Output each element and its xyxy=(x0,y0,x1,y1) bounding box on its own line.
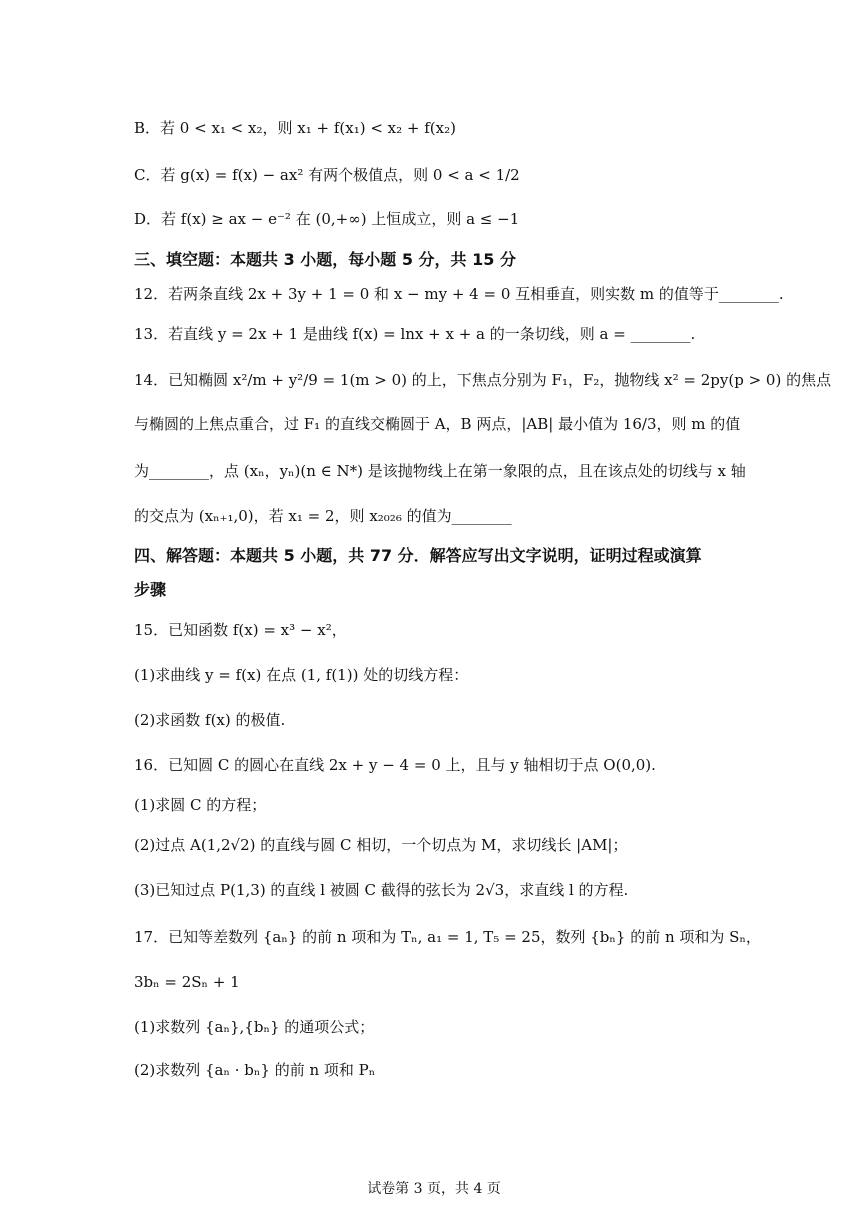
question-15: 15．已知函数 f(x) = x³ − x²， xyxy=(134,621,347,639)
question-15-part-1: (1)求曲线 y = f(x) 在点 (1, f(1)) 处的切线方程： xyxy=(134,666,469,684)
question-13: 13．若直线 y = 2x + 1 是曲线 f(x) = lnx + x + a 的一条切线，则 a = ________. xyxy=(134,325,696,343)
question-17: 17．已知等差数列 {aₙ} 的前 n 项和为 Tₙ, a₁ = 1, T₅ = 25，数列 {bₙ} 的前 n 项和为 Sₙ， xyxy=(134,928,761,946)
question-15-part-2: (2)求函数 f(x) 的极值. xyxy=(134,711,286,729)
question-17-line-2: 3bₙ = 2Sₙ + 1 xyxy=(134,973,240,991)
question-16-part-2: (2)过点 A(1,2√2) 的直线与圆 C 相切，一个切点为 M，求切线长 |AM|； xyxy=(134,836,628,854)
question-14-line-4: 的交点为 (xₙ₊₁,0)，若 x₁ = 2，则 x₂₀₂₆ 的值为________ xyxy=(134,507,512,525)
question-16: 16．已知圆 C 的圆心在直线 2x + y − 4 = 0 上，且与 y 轴相切于点 O(0,0). xyxy=(134,756,656,774)
question-17-part-1: (1)求数列 {aₙ},{bₙ} 的通项公式； xyxy=(134,1018,375,1036)
page-footer: 试卷第 3 页，共 4 页 xyxy=(367,1181,501,1197)
question-16-part-3: (3)已知过点 P(1,3) 的直线 l 被圆 C 截得的弦长为 2√3，求直线 l 的方程. xyxy=(134,881,629,899)
option-c: C．若 g(x) = f(x) − ax² 有两个极值点，则 0 < a < 1/2 xyxy=(134,166,520,184)
question-12: 12．若两条直线 2x + 3y + 1 = 0 和 x − my + 4 = 0 互相垂直，则实数 m 的值等于________. xyxy=(134,285,784,303)
section-heading-answers: 四、解答题：本题共 5 小题，共 77 分．解答应写出文字说明，证明过程或演算 xyxy=(134,546,702,565)
question-14-line-3: 为________，点 (xₙ，yₙ)(n ∈ N*) 是该抛物线上在第一象限的点，且在该点处的切线与 x 轴 xyxy=(134,462,746,480)
question-16-part-1: (1)求圆 C 的方程； xyxy=(134,796,267,814)
question-14-line-2: 与椭圆的上焦点重合，过 F₁ 的直线交椭圆于 A，B 两点，|AB| 最小值为 16/3，则 m 的值 xyxy=(134,415,741,433)
section-heading-fill-blank: 三、填空题：本题共 3 小题，每小题 5 分，共 15 分 xyxy=(134,250,516,269)
option-b: B．若 0 < x₁ < x₂，则 x₁ + f(x₁) < x₂ + f(x₂) xyxy=(134,119,456,137)
section-heading-answers-cont: 步骤 xyxy=(134,580,167,599)
question-17-part-2: (2)求数列 {aₙ · bₙ} 的前 n 项和 Pₙ xyxy=(134,1061,376,1079)
question-14-line-1: 14．已知椭圆 x²/m + y²/9 = 1(m > 0) 的上，下焦点分别为 F₁，F₂，抛物线 x² = 2py(p > 0) 的焦点 xyxy=(134,371,832,389)
option-d: D．若 f(x) ≥ ax − e⁻² 在 (0,+∞) 上恒成立，则 a ≤ −1 xyxy=(134,210,520,228)
